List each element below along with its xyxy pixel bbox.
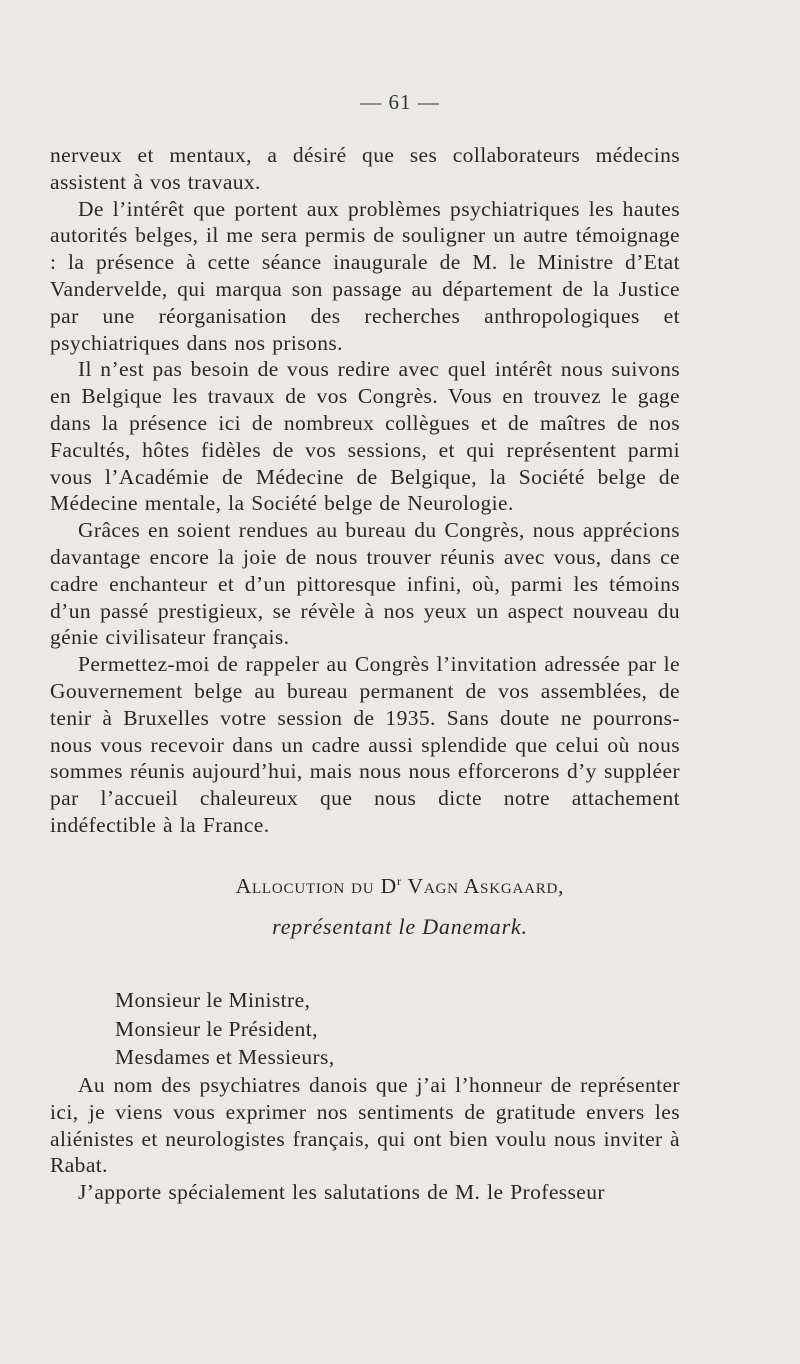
section-subtitle: représentant le Danemark. (272, 914, 528, 939)
section-heading (0, 874, 800, 899)
paragraph: De l’intérêt que portent aux problèmes psychiatriques les hautes autorités belges, il me sera permis de souligner un autre témoignage : la présence à cette séance inaugurale de M. le Ministre d’Etat Vandervelde, qui marqua son passage au département de la Justice par une réorganisation des recherches anthropologiques et psychiatriques dans nos prisons. (50, 196, 680, 355)
paragraph: Il n’est pas besoin de vous redire avec quel intérêt nous suivons en Belgique les travaux de vos Congrès. Vous en trouvez le gage dans la présence ici de nombreux collègues et de maîtres de nos Facultés, hôtes fidèles de vos sessions, et qui représentent parmi vous l’Académie de Médecine de Belgique, la Société belge de Médecine mentale, la Société belge de Neurologie. (50, 357, 680, 516)
body-text-section-1 (50, 142, 680, 839)
page-number: — 61 — (360, 90, 440, 114)
salutation-line: Monsieur le Ministre, (115, 988, 311, 1012)
heading-superscript: r (396, 874, 402, 888)
paragraph: Grâces en soient rendues au bureau du Congrès, nous apprécions davantage encore la joie de nous trouver réunis avec vous, dans ce cadre enchanteur et d’un pittoresque infini, où, parmi les témoins d’un passé prestigieux, se révèle à nos yeux un aspect nouveau du génie civilisateur français. (50, 518, 680, 650)
body-text-section-2 (50, 1072, 680, 1206)
salutation-line: Monsieur le Président, (115, 1016, 318, 1041)
heading-suffix: Vagn Askgaard, (401, 874, 565, 899)
heading-prefix: Allocution du D (235, 874, 397, 899)
paragraph: Au nom des psychiatres danois que j’ai l’honneur de représenter ici, je viens vous exprimer nos sentiments de gratitude envers les aliénistes et neurologistes français, qui ont bien voulu nous inviter à Rabat. (50, 1073, 680, 1178)
paragraph: Permettez-moi de rappeler au Congrès l’invitation adressée par le Gouvernement belge au bureau permanent de vos assemblées, de tenir à Bruxelles votre session de 1935. Sans doute ne pourrons-nous vous recevoir dans un cadre aussi splendide que celui où nous sommes réunis aujourd’hui, mais nous nous efforcerons d’y suppléer par l’accueil chaleureux que nous dicte notre attachement indéfectible à la France. (50, 652, 680, 837)
paragraph: nerveux et mentaux, a désiré que ses collaborateurs médecins assistent à vos travaux. (50, 143, 680, 194)
salutation-line: Mesdames et Messieurs, (115, 1045, 335, 1069)
salutations (115, 986, 335, 1072)
paragraph: J’apporte spécialement les salutations de M. le Professeur (78, 1180, 605, 1205)
